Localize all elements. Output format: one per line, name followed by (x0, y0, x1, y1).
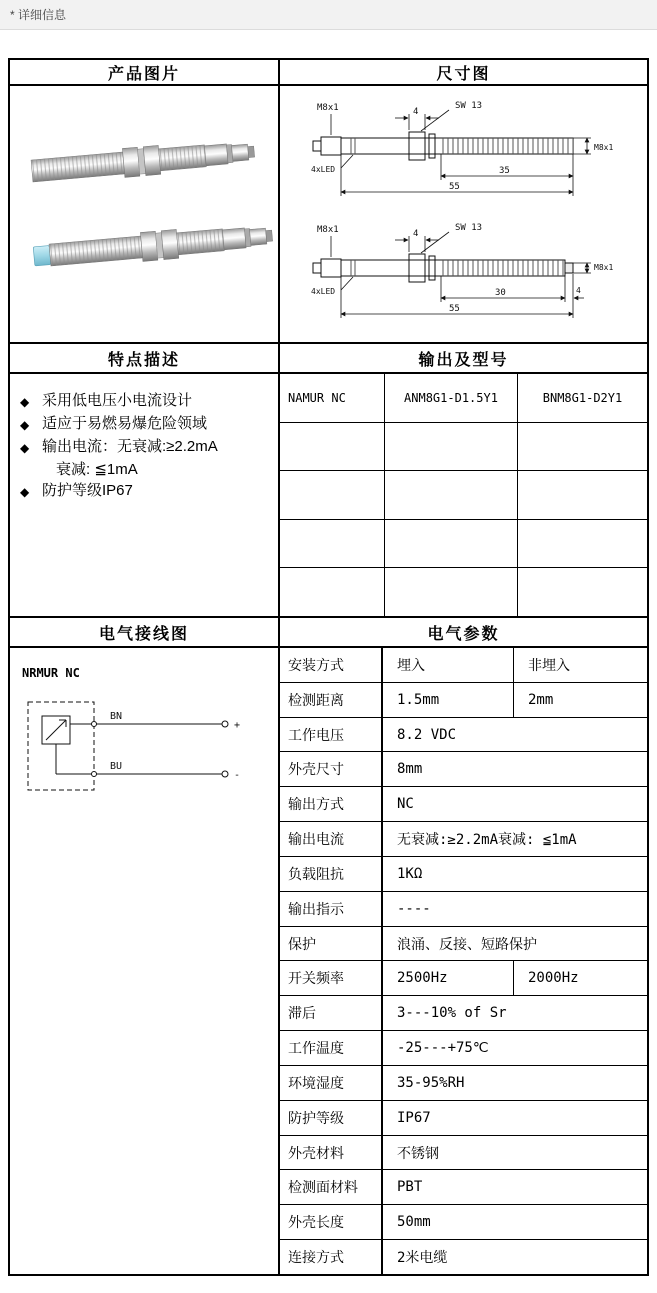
param-label: 检测面材料 (280, 1170, 383, 1204)
param-value: 50mm (397, 1214, 431, 1231)
dimension-drawing-embedded (291, 94, 636, 212)
dim-label-m8-right: M8x1 (594, 143, 614, 152)
dim-label-sw13: SW 13 (455, 101, 483, 111)
diamond-bullet-icon: ◆ (20, 441, 30, 455)
dim-label-35: 35 (499, 166, 510, 176)
param-row (280, 892, 647, 927)
param-row (280, 822, 647, 857)
dim-label-gap: 4 (413, 107, 419, 117)
param-row (280, 961, 647, 996)
param-label: 输出电流 (280, 822, 383, 856)
section-header-dimensions: 尺寸图 (436, 65, 491, 83)
model-row (280, 374, 647, 423)
section-header-features: 特点描述 (10, 344, 280, 372)
param-value: ---- (397, 900, 431, 917)
param-value: 无衰减:≥2.2mA衰减: ≦1mA (397, 832, 577, 849)
param-value: 2米电缆 (397, 1249, 448, 1266)
param-row (280, 1101, 647, 1136)
dim-label-led: 4xLED (311, 165, 336, 174)
param-label: 工作电压 (280, 718, 383, 752)
param-label: 输出指示 (280, 892, 383, 926)
wiring-diagram-title: NRMUR NC (22, 666, 80, 680)
feature-text: 防护等级IP67 (42, 482, 133, 499)
param-row (280, 1205, 647, 1240)
model-number (518, 568, 647, 616)
param-label: 外壳材料 (280, 1136, 383, 1170)
diamond-bullet-icon: ◆ (20, 418, 30, 432)
bullet-spacer (34, 459, 56, 480)
feature-text: 采用低电压小电流设计 (42, 392, 193, 409)
param-value-2: 2000Hz (513, 961, 647, 995)
header-row-electrical (10, 618, 647, 648)
param-value: 8mm (397, 761, 423, 778)
param-value: 2500Hz (397, 970, 448, 987)
dimension-drawings-cell (280, 86, 647, 342)
model-row (280, 423, 647, 472)
product-photo-cell (10, 86, 280, 342)
electrical-params-cell (280, 648, 647, 1274)
param-value: NC (397, 796, 414, 813)
param-label: 保护 (280, 927, 383, 961)
model-type (280, 520, 385, 568)
param-value: 8.2 VDC (397, 726, 457, 743)
feature-item-continuation (20, 459, 272, 480)
param-label: 开关频率 (280, 961, 383, 995)
polarity-plus: + (234, 720, 241, 731)
param-label: 负载阻抗 (280, 857, 383, 891)
model-number (385, 568, 518, 616)
model-number: BNM8G1-D2Y1 (542, 390, 623, 405)
param-value: 不锈钢 (397, 1145, 439, 1162)
section-header-electrical: 电气参数 (427, 625, 500, 643)
param-value: IP67 (397, 1109, 431, 1126)
sensor-rear (31, 137, 256, 185)
wire-label-bu: BU (110, 761, 123, 772)
models-table (280, 374, 647, 616)
param-row (280, 857, 647, 892)
dimension-drawing-non-embedded (291, 216, 636, 334)
param-row (280, 1031, 647, 1066)
diamond-bullet-icon: ◆ (20, 485, 30, 499)
page-title: * 详细信息 (10, 8, 67, 22)
param-label: 安装方式 (280, 648, 383, 682)
model-type (280, 423, 385, 471)
param-value: 浪涌、反接、短路保护 (397, 936, 537, 953)
param-label: 连接方式 (280, 1240, 383, 1274)
param-value: 1KΩ (397, 865, 423, 882)
feature-text: 适应于易燃易爆危险领域 (42, 415, 208, 432)
param-row (280, 996, 647, 1031)
dim-label-sw13: SW 13 (455, 223, 483, 233)
model-row (280, 568, 647, 616)
param-label: 防护等级 (280, 1101, 383, 1135)
electrical-params-table (280, 648, 647, 1274)
param-label: 滞后 (280, 996, 383, 1030)
model-number (518, 520, 647, 568)
param-label: 检测距离 (280, 683, 383, 717)
param-value: 35-95%RH (397, 1074, 465, 1091)
section-header-output-models: 输出及型号 (418, 351, 509, 369)
electrical-row (10, 648, 647, 1274)
header-row-images (10, 60, 647, 86)
spec-sheet-table (8, 58, 649, 1276)
dim-label-led: 4xLED (311, 287, 336, 296)
images-row (10, 86, 647, 344)
param-row (280, 1240, 647, 1274)
model-row (280, 520, 647, 569)
param-row (280, 927, 647, 962)
param-value-2: 2mm (513, 683, 647, 717)
wiring-diagram (18, 686, 263, 806)
dim-label-m8-left: M8x1 (317, 103, 339, 113)
param-value: -25---+75℃ (397, 1040, 489, 1057)
models-cell (280, 374, 647, 616)
page-header-bar (0, 0, 657, 30)
wiring-diagram-cell (10, 648, 280, 1274)
param-row (280, 1136, 647, 1171)
section-header-wiring: 电气接线图 (10, 618, 280, 646)
param-value: 1.5mm (397, 691, 440, 708)
param-row (280, 752, 647, 787)
param-row (280, 787, 647, 822)
dim-label-55: 55 (449, 304, 460, 314)
feature-item (20, 390, 272, 413)
model-number: ANM8G1-D1.5Y1 (385, 374, 518, 422)
features-cell (10, 374, 280, 616)
wire-label-bn: BN (110, 711, 123, 722)
param-label: 输出方式 (280, 787, 383, 821)
sensor-front (33, 221, 274, 271)
feature-text: 衰减: ≦1mA (56, 461, 138, 478)
feature-item (20, 413, 272, 436)
section-header-product-image: 产品图片 (10, 60, 280, 84)
model-number (518, 423, 647, 471)
feature-item (20, 480, 272, 503)
dim-label-m8-right: M8x1 (594, 263, 614, 272)
param-row (280, 683, 647, 718)
dim-label-tip-4: 4 (576, 286, 581, 295)
param-value-2: 非埋入 (513, 648, 647, 682)
feature-item (20, 436, 272, 459)
dim-label-gap: 4 (413, 229, 419, 239)
header-row-features-models (10, 344, 647, 374)
model-type (280, 568, 385, 616)
feature-text: 输出电流：无衰减:≥2.2mA (42, 438, 218, 455)
param-row (280, 1170, 647, 1205)
param-label: 工作温度 (280, 1031, 383, 1065)
param-value: 3---10% of Sr (397, 1005, 507, 1022)
model-number (385, 423, 518, 471)
polarity-minus: - (234, 770, 241, 781)
model-number (518, 471, 647, 519)
model-number (385, 520, 518, 568)
param-value: PBT (397, 1179, 423, 1196)
param-label: 外壳长度 (280, 1205, 383, 1239)
param-row (280, 718, 647, 753)
model-type (280, 471, 385, 519)
param-row (280, 1066, 647, 1101)
dim-label-55: 55 (449, 182, 460, 192)
model-row (280, 471, 647, 520)
dim-label-30: 30 (495, 288, 506, 298)
product-photo (10, 87, 278, 341)
param-label: 环境湿度 (280, 1066, 383, 1100)
dim-label-m8-left: M8x1 (317, 225, 339, 235)
features-models-row (10, 374, 647, 618)
model-type: NAMUR NC (280, 374, 385, 422)
model-number (385, 471, 518, 519)
diamond-bullet-icon: ◆ (20, 395, 30, 409)
param-value: 埋入 (397, 657, 425, 674)
param-row (280, 648, 647, 683)
param-label: 外壳尺寸 (280, 752, 383, 786)
